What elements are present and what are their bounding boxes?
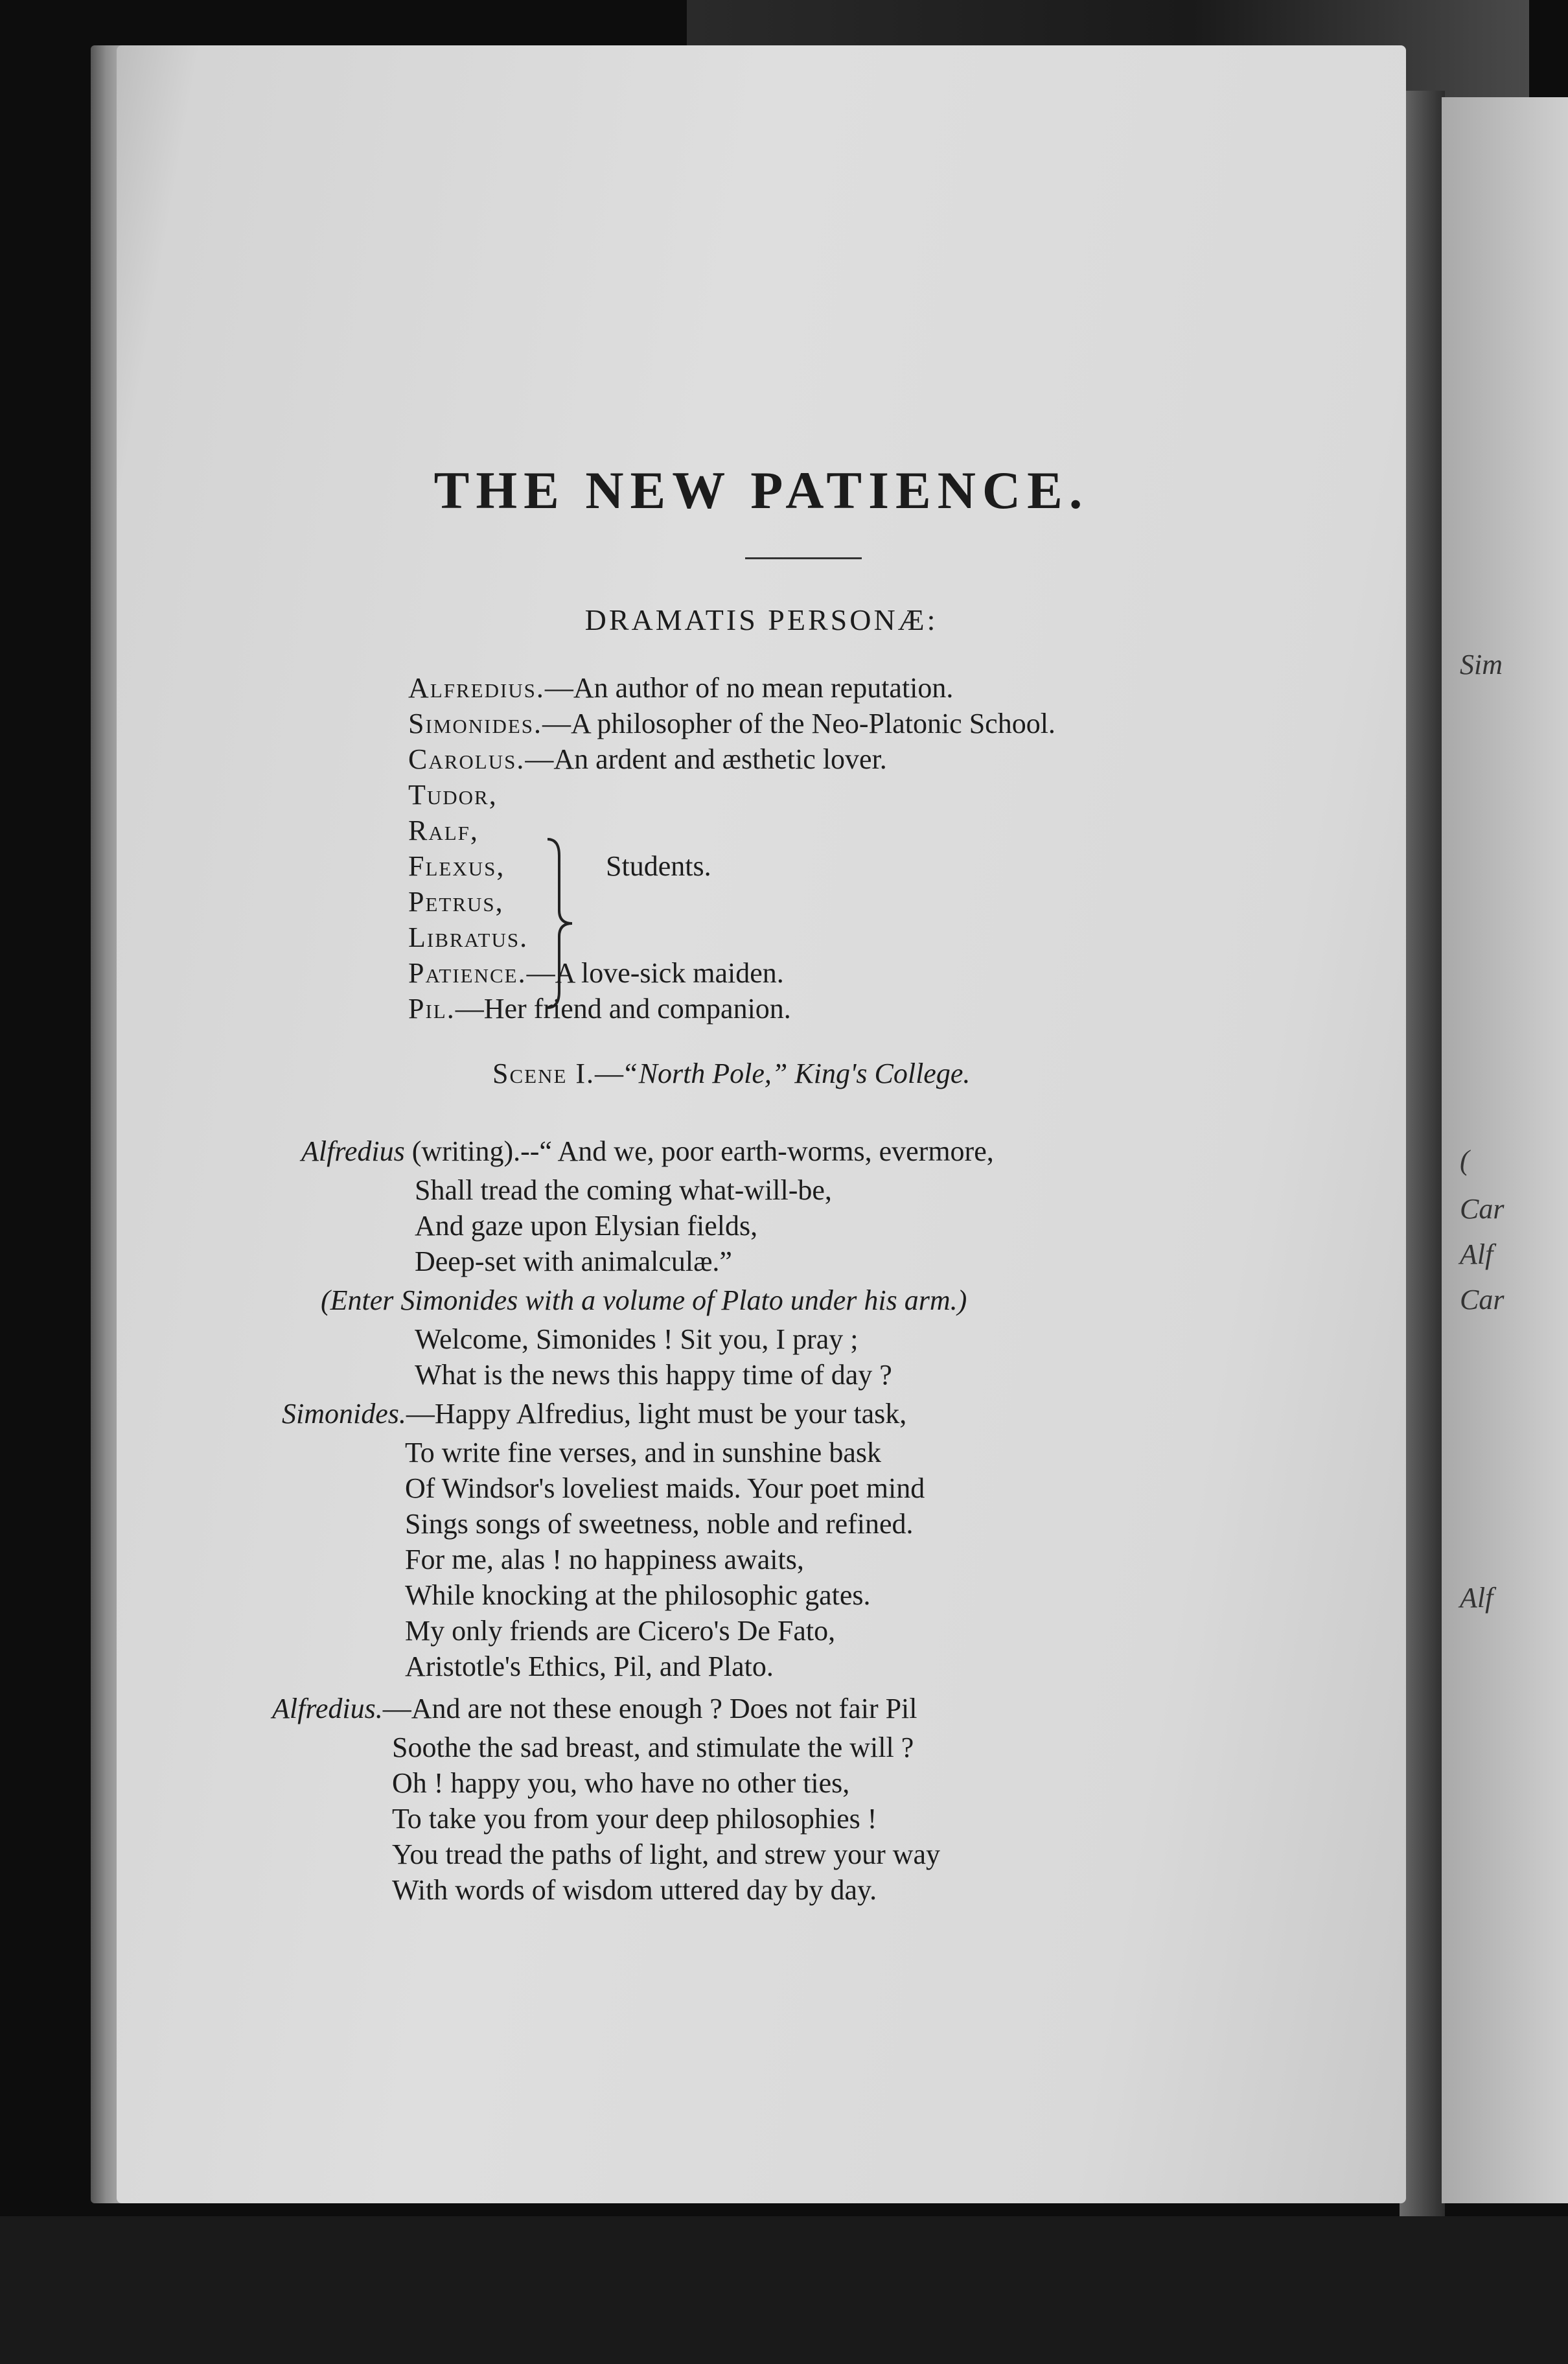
character-entry [408, 995, 791, 1023]
dramatis-personae-heading: DRAMATIS PERSONÆ: [584, 603, 938, 636]
character-entry [408, 959, 784, 988]
facing-page-fragment: Sim [1460, 649, 1503, 680]
character-name: Pil. [408, 993, 455, 1025]
verse-line: While knocking at the philosophic gates. [405, 1579, 871, 1611]
dialogue-text: —Happy Alfredius, light must be your task, [406, 1398, 907, 1430]
verse-line: With words of wisdom uttered day by day. [392, 1874, 877, 1906]
verse-line: And gaze upon Elysian fields, [415, 1210, 758, 1242]
facing-page-fragment: ( [1460, 1144, 1470, 1176]
student-name: Petrus, [408, 886, 504, 918]
character-name: Patience. [408, 957, 527, 989]
dialogue-text: (writing).--“ And we, poor earth-worms, evermore, [404, 1135, 994, 1167]
student-name: Tudor, [408, 779, 498, 811]
character-description: —A philosopher of the Neo-Platonic School. [542, 708, 1055, 739]
verse-line: Deep-set with animalculæ.” [415, 1246, 732, 1277]
character-description: —Her friend and companion. [455, 993, 791, 1025]
verse-line: What is the news this happy time of day ? [415, 1359, 892, 1391]
verse-line: To write fine verses, and in sunshine bask [405, 1437, 881, 1468]
dialogue-line [301, 1137, 994, 1166]
verse-line: Of Windsor's loveliest maids. Your poet mind [405, 1472, 925, 1504]
facing-page-fragment: Car [1460, 1193, 1505, 1225]
character-name: Alfredius. [408, 672, 545, 704]
students-label: Students. [606, 850, 711, 882]
facing-page-fragment: Car [1460, 1284, 1505, 1315]
speaker-name: Alfredius [301, 1135, 405, 1167]
book-page [117, 45, 1406, 2203]
scene-heading [492, 1060, 970, 1088]
verse-line: You tread the paths of light, and strew your way [392, 1838, 941, 1870]
verse-line: Welcome, Simonides ! Sit you, I pray ; [415, 1323, 859, 1355]
student-name: Ralf, [408, 815, 479, 846]
facing-page [1442, 97, 1568, 2203]
speaker-name: Simonides. [282, 1398, 406, 1430]
character-description: —An ardent and æsthetic lover. [525, 743, 887, 775]
verse-line: My only friends are Cicero's De Fato, [405, 1615, 836, 1647]
student-name: Libratus. [408, 921, 529, 953]
character-description: —An author of no mean reputation. [544, 672, 954, 704]
verse-line: Shall tread the coming what-will-be, [415, 1174, 832, 1206]
scene-label: Scene I.—“ [492, 1058, 639, 1089]
dialogue-text: —And are not these enough ? Does not fair Pil [382, 1693, 917, 1724]
character-entry [408, 710, 1055, 738]
dialogue-line [282, 1400, 906, 1428]
title-rule [745, 557, 862, 559]
speaker-name: Alfredius. [272, 1693, 383, 1724]
character-name: Carolus. [408, 743, 525, 775]
verse-line: Aristotle's Ethics, Pil, and Plato. [405, 1651, 774, 1682]
verse-line: Oh ! happy you, who have no other ties, [392, 1767, 850, 1799]
book-gutter [1400, 91, 1445, 2229]
character-description: —A love-sick maiden. [526, 957, 784, 989]
character-entry [408, 674, 953, 702]
scan-bottom-edge [0, 2216, 1568, 2364]
character-entry [408, 745, 887, 774]
page-title: THE NEW PATIENCE. [433, 461, 1089, 520]
verse-line: Soothe the sad breast, and stimulate the will ? [392, 1732, 914, 1763]
verse-line: For me, alas ! no happiness awaits, [405, 1544, 804, 1575]
verse-line: Sings songs of sweetness, noble and refined. [405, 1508, 914, 1540]
dialogue-line [272, 1695, 917, 1723]
scene-place: North Pole,” King's College. [638, 1058, 971, 1089]
stage-direction: (Enter Simonides with a volume of Plato under his arm.) [321, 1284, 967, 1316]
student-name: Flexus, [408, 850, 505, 882]
facing-page-fragment: Alf [1460, 1582, 1493, 1614]
facing-page-fragment: Alf [1460, 1238, 1493, 1270]
character-name: Simonides. [408, 708, 543, 739]
verse-line: To take you from your deep philosophies ! [392, 1803, 877, 1835]
